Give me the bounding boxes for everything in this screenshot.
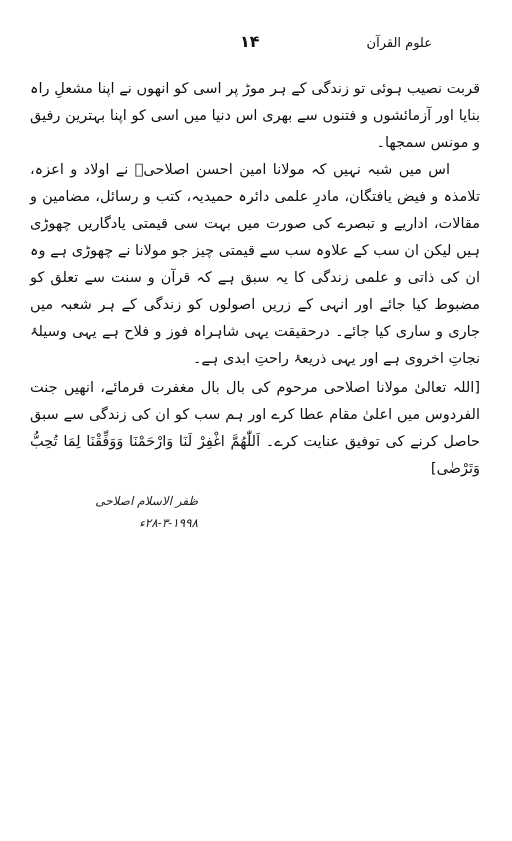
page-number: ۱۴ bbox=[240, 32, 260, 51]
author-signature bbox=[58, 490, 198, 534]
paragraph-main: اس میں شبہ نہیں کہ مولانا امین احسن اصلاحیؒ نے اولاد و اعزہ، تلامذہ و فیض یافتگان، مادرِ علمی دائرہ حمیدیہ، کتب و رسائل، مضامین و مقالات، اداریے و تبصرے کی صورت میں بہت سی قیمتی یادگاریں چھوڑی ہیں لیکن ان سب کے علاوہ سب سے قیمتی چیز جو مولانا نے چھوڑی ہے وہ ان کی ذاتی و علمی زندگی کا یہ سبق ہے کہ قرآن و سنت سے تعلق کو مضبوط کیا جائے اور انہی کے زریں اصولوں کو زندگی کے ہر شعبہ میں جاری و ساری کیا جائے۔ درحقیقت یہی شاہراہ فوز و فلاح ہے یہی وسیلۂ نجاتِ اخروی ہے اور یہی ذریعۂ راحتِ ابدی ہے۔ bbox=[30, 162, 480, 367]
paragraph-prayer: [اللہ تعالیٰ مولانا اصلاحی مرحوم کی بال بال مغفرت فرمائے، انھیں جنت الفردوس میں اعلیٰ مقام عطا کرے اور ہم سب کو ان کی زندگی سے سبق حاصل کرنے کی توفیق عنایت کرے۔ اَللّٰھُمَّ اغْفِرْ لَنَا وَارْحَمْنَا وَوَفِّقْنَا لِمَا تُحِبُّ وَتَرْضٰی] bbox=[30, 380, 480, 477]
paragraph-continuation: قربت نصیب ہوئی تو زندگی کے ہر موڑ پر اسی کو انھوں نے اپنا مشعلِ راہ بنایا اور آزمائشوں و فتنوں سے بھری اس دنیا میں اسی کو اپنا بہترین رفیق و مونس سمجھا۔ bbox=[30, 81, 480, 151]
running-header-title: علوم القرآن bbox=[366, 36, 432, 51]
body-text bbox=[30, 76, 480, 483]
signature-name: ظفر الاسلام اصلاحی bbox=[95, 494, 198, 508]
signature-date: ۲۸-۳-۱۹۹۸ء bbox=[139, 516, 198, 530]
